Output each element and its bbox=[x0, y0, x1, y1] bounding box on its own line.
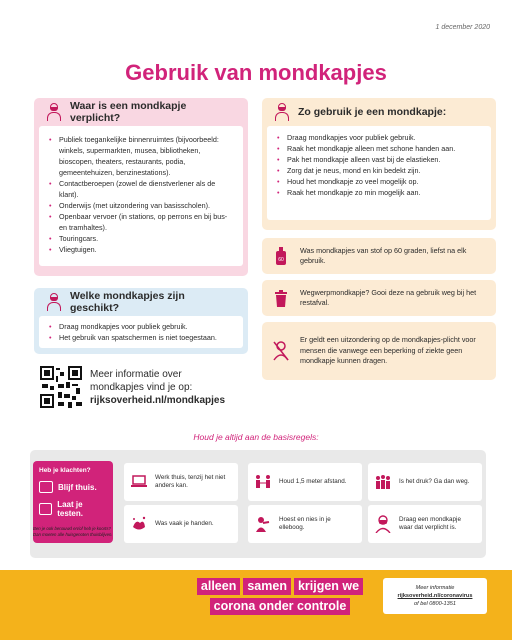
page-title: Gebruik van mondkapjes bbox=[125, 60, 387, 85]
rule-mask-text: Draag een mondkapje waar dat verplicht is. bbox=[399, 515, 461, 531]
gebruik-item: • Zorg dat je neus, mond en kin bedekt zijn. bbox=[277, 165, 481, 176]
slogan-word: krijgen we bbox=[294, 578, 363, 595]
date-label: 1 december 2020 bbox=[435, 24, 490, 31]
card-verplicht bbox=[34, 98, 248, 276]
rule-work-home-text: Werk thuis, tenzij het niet anders kan. bbox=[155, 473, 226, 489]
distance-icon bbox=[254, 473, 272, 491]
more-info-line2: mondkapjes vind je op: bbox=[90, 382, 193, 393]
verplicht-item: • Openbaar vervoer (in stations, op perrons en bij bus- en tramhaltes). bbox=[49, 211, 233, 233]
tip-wash-text: Was mondkapjes van stof op 60 graden, liefst na elk gebruik. bbox=[300, 245, 467, 265]
cough-icon bbox=[254, 515, 272, 533]
rule-crowd-text: Is het druk? Ga dan weg. bbox=[399, 477, 470, 485]
rule-handwash-text: Was vaak je handen. bbox=[155, 519, 214, 527]
klachten-question: Heb je klachten? bbox=[39, 467, 91, 474]
rule-mask bbox=[368, 505, 482, 543]
card-geschikt-header bbox=[34, 288, 248, 316]
qr-code[interactable] bbox=[40, 366, 82, 408]
klachten-action-test bbox=[39, 500, 107, 518]
verplicht-item: • Onderwijs (met uitzondering van basisscholen). bbox=[49, 200, 233, 211]
contact-line1: Meer informatie bbox=[415, 585, 455, 591]
card-gebruik bbox=[262, 98, 496, 230]
rule-distance-text: Houd 1,5 meter afstand. bbox=[279, 477, 347, 485]
rule-crowd bbox=[368, 463, 482, 501]
crowd-icon bbox=[374, 473, 392, 491]
card-verplicht-header bbox=[34, 98, 248, 126]
klachten-action2: Laat je testen. bbox=[57, 500, 83, 518]
person-mask-icon bbox=[46, 293, 62, 311]
card-gebruik-body bbox=[267, 126, 491, 220]
klachten-note: Ben je ook benauwd en/of heb je koorts? Dan moeten alle huisgenoten thuisblijven. bbox=[33, 526, 113, 537]
slogan-word: samen bbox=[243, 578, 291, 595]
verplicht-item: • Contactberoepen (zowel de dienstverlener als de klant). bbox=[49, 178, 233, 200]
rule-handwash bbox=[124, 505, 238, 543]
wash-bottle-icon bbox=[272, 245, 290, 267]
person-mask-icon bbox=[274, 103, 290, 121]
card-geschikt bbox=[34, 288, 248, 354]
card-verplicht-title: Waar is een mondkapje verplicht? bbox=[70, 100, 187, 124]
klachten-action-home bbox=[39, 481, 107, 493]
tip-trash bbox=[262, 280, 496, 316]
tip-wash bbox=[262, 238, 496, 274]
tip-exception bbox=[262, 322, 496, 380]
geschikt-item: • Draag mondkapjes voor publiek gebruik. bbox=[49, 321, 233, 332]
handwash-icon bbox=[130, 515, 148, 533]
rules-title: Houd je altijd aan de basisregels: bbox=[193, 432, 319, 442]
card-verplicht-body bbox=[39, 126, 243, 266]
tip-trash-text: Wegwerpmondkapje? Gooi deze na gebruik weg bij het restafval. bbox=[300, 287, 477, 307]
geschikt-item: • Het gebruik van spatschermen is niet toegestaan. bbox=[49, 332, 233, 343]
gebruik-item: • Raak het mondkapje alleen met schone handen aan. bbox=[277, 143, 481, 154]
contact-box bbox=[383, 578, 487, 614]
more-info-link[interactable]: rijksoverheid.nl/mondkapjes bbox=[90, 395, 226, 406]
trash-bin-icon bbox=[272, 287, 290, 309]
gebruik-item: • Raak het mondkapje zo min mogelijk aan. bbox=[277, 187, 481, 198]
card-geschikt-title: Welke mondkapjes zijn geschikt? bbox=[70, 290, 185, 314]
card-geschikt-body bbox=[39, 316, 243, 348]
slogan bbox=[180, 578, 380, 618]
slogan-row2 bbox=[180, 598, 380, 615]
rule-cough bbox=[248, 505, 362, 543]
test-icon bbox=[39, 503, 52, 515]
more-info bbox=[90, 368, 225, 407]
klachten-action1: Blijf thuis. bbox=[58, 482, 97, 492]
no-mask-icon bbox=[272, 340, 290, 362]
geschikt-list bbox=[49, 321, 233, 343]
gebruik-item: • Draag mondkapjes voor publiek gebruik. bbox=[277, 132, 481, 143]
contact-phone: of bel 0800-1351 bbox=[414, 601, 456, 607]
more-info-line1: Meer informatie over bbox=[90, 369, 182, 380]
laptop-icon bbox=[130, 473, 148, 491]
slogan-row1 bbox=[180, 578, 380, 595]
gebruik-item: • Pak het mondkapje alleen vast bij de elastieken. bbox=[277, 154, 481, 165]
svg-text:60: 60 bbox=[278, 257, 284, 263]
verplicht-item: • Touringcars. bbox=[49, 233, 233, 244]
gebruik-item: • Houd het mondkapje zo veel mogelijk op. bbox=[277, 176, 481, 187]
card-gebruik-header bbox=[262, 98, 496, 126]
contact-link[interactable]: rijksoverheid.nl/coronavirus bbox=[397, 593, 473, 599]
mask-icon bbox=[374, 515, 392, 533]
verplicht-list bbox=[49, 134, 233, 255]
gebruik-list bbox=[277, 132, 481, 198]
verplicht-item: • Vliegtuigen. bbox=[49, 244, 233, 255]
tip-exception-text: Er geldt een uitzondering op de mondkapjes-plicht voor mensen die vanwege een beperking of ziekte geen mondkapje kunnen dragen. bbox=[300, 335, 476, 366]
person-mask-icon bbox=[46, 103, 62, 121]
slogan-word: alleen bbox=[197, 578, 240, 595]
rule-work-home bbox=[124, 463, 238, 501]
rule-distance bbox=[248, 463, 362, 501]
house-icon bbox=[39, 481, 53, 493]
slogan-word: corona onder controle bbox=[210, 598, 351, 615]
card-gebruik-title: Zo gebruik je een mondkapje: bbox=[298, 106, 447, 118]
rule-cough-text: Hoest en nies in je elleboog. bbox=[279, 515, 331, 531]
verplicht-item: • Publiek toegankelijke binnenruimtes (bijvoorbeeld: winkels, supermarkten, musea, bibliotheken, bioscopen, theaters, restaurants, podia, gemeentehuizen, benzinestations). bbox=[49, 134, 233, 178]
